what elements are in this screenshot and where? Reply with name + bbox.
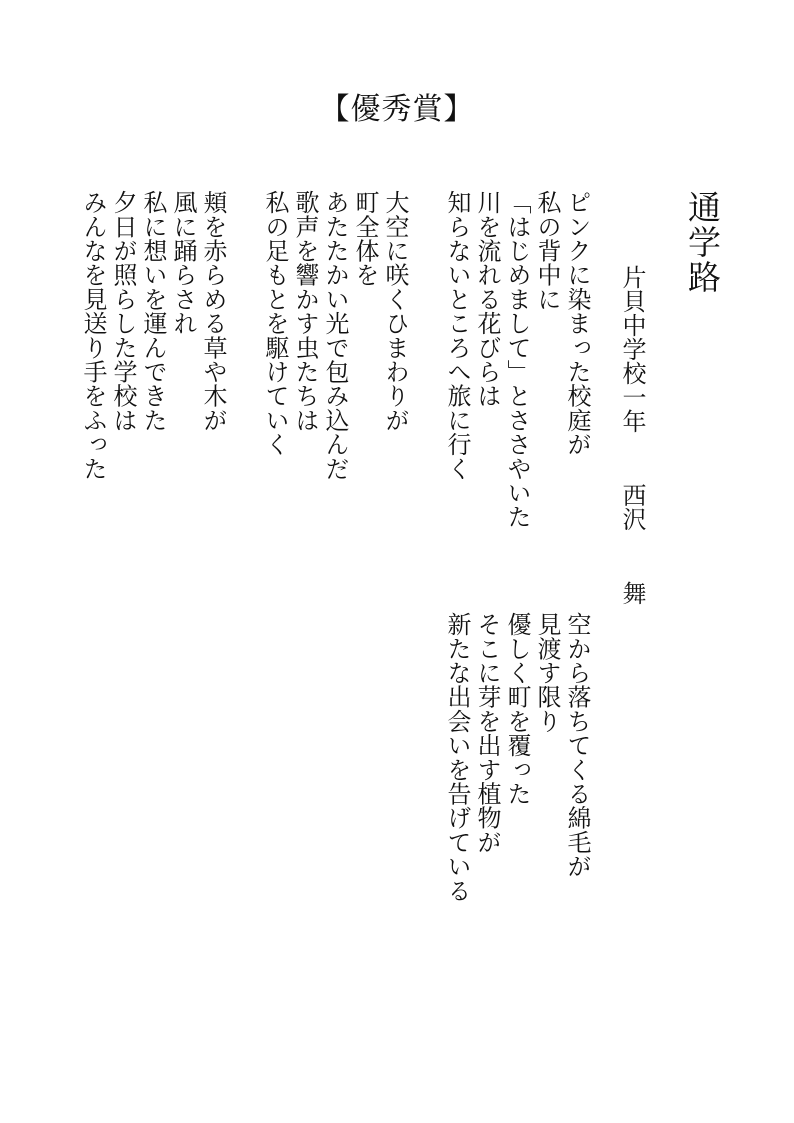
stanza-1 <box>442 190 592 529</box>
poem-line: 見渡す限り <box>533 612 561 733</box>
poem-line: ピンクに染まった校庭が <box>563 190 591 457</box>
poem-line: 知らないところへ旅に行く <box>443 190 471 481</box>
poem-title: 通学路 <box>683 190 722 295</box>
poem-line: 新たな出会いを告げている <box>443 612 471 903</box>
author-family-name: 西沢 <box>618 483 646 531</box>
poem-line: 私に想いを運んできた <box>139 190 167 432</box>
poem-line: 私の足もとを駆けていく <box>261 190 289 457</box>
poem-line: あたたかい光で包み込んだ <box>321 190 349 481</box>
poem-line: みんなを見送り手をふった <box>79 190 107 481</box>
poem-author <box>620 265 644 605</box>
poem-line: 頬を赤らめる草や木が <box>199 190 227 432</box>
stanza-4 <box>442 612 592 902</box>
award-heading: 【優秀賞】 <box>319 92 475 127</box>
author-given-name: 舞 <box>618 581 646 605</box>
poem-line: 夕日が照らした学校は <box>109 190 137 432</box>
poem-line: 歌声を響かす虫たちは <box>291 190 319 432</box>
author-school: 片貝中学校一年 <box>618 265 646 433</box>
poem-line: 町全体を <box>351 190 379 287</box>
poem-line: 空から落ちてくる綿毛が <box>563 612 591 879</box>
poem-line: 優しく町を覆った <box>503 612 531 806</box>
poem-line: 「はじめまして」とささやいた <box>503 190 531 529</box>
poem-line: 川を流れる花びらは <box>473 190 501 408</box>
poem-line: 風に踊らされ <box>169 190 197 336</box>
poem-line: 大空に咲くひまわりが <box>381 190 409 432</box>
poem-line: 私の背中に <box>533 190 561 311</box>
poem-line: そこに芽を出す植物が <box>473 612 501 854</box>
stanza-2 <box>260 190 410 480</box>
stanza-3 <box>78 190 228 480</box>
